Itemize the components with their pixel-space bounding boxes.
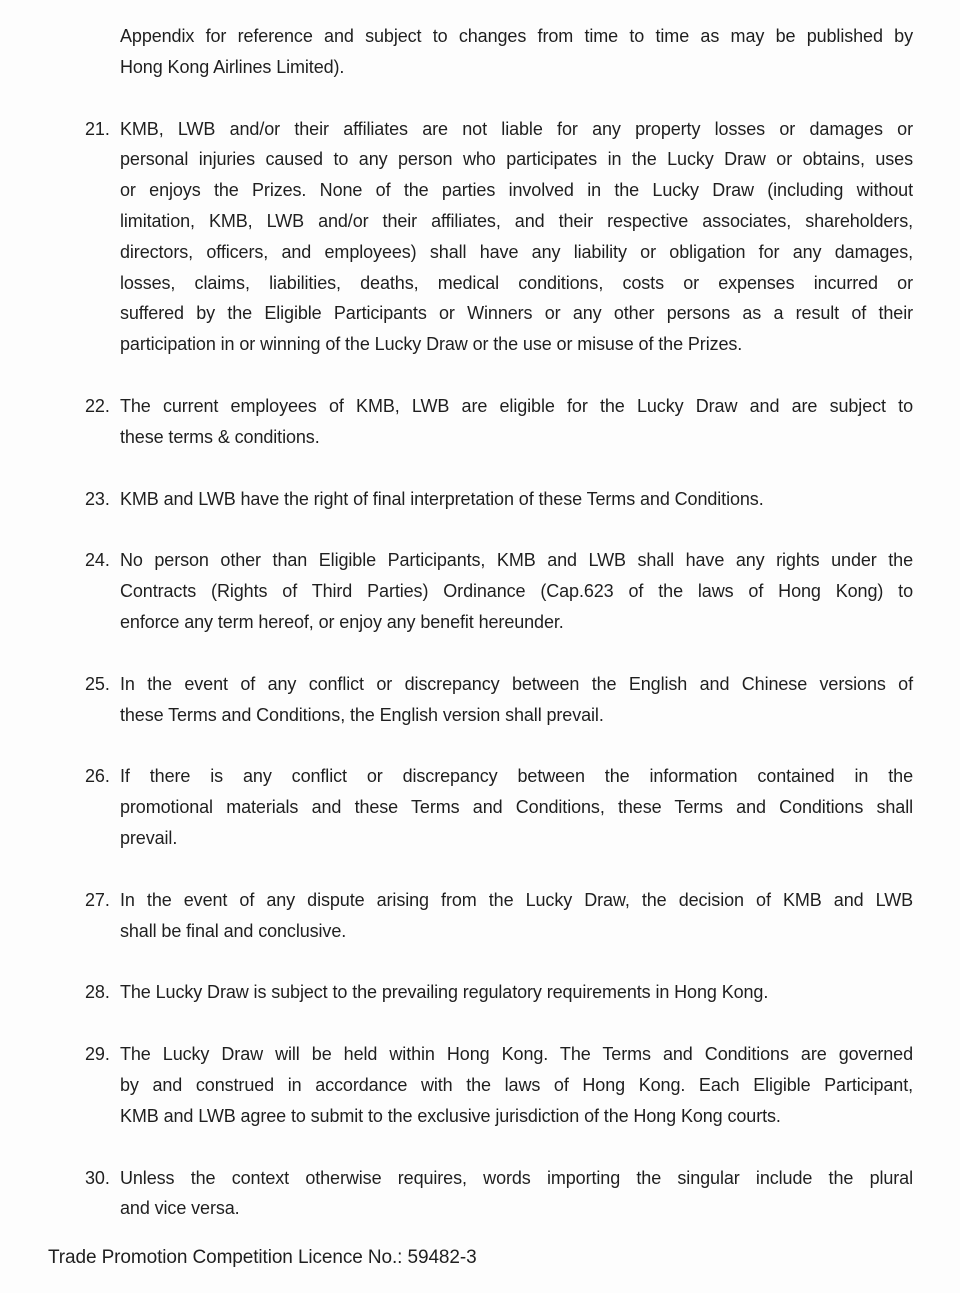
item-body	[120, 885, 913, 947]
item-number: 27.	[85, 889, 110, 910]
paragraph-line: No person other than Eligible Participants, KMB and LWB shall have any rights under the	[120, 550, 913, 571]
paragraph-line: The Lucky Draw will be held within Hong Kong. The Terms and Conditions are governed	[120, 1044, 913, 1065]
item-body	[120, 545, 913, 637]
paragraph-line: limitation, KMB, LWB and/or their affiliates, and their respective associates, shareholders,	[120, 210, 913, 231]
licence-footer: Trade Promotion Competition Licence No.: 59482-3	[48, 1247, 477, 1268]
paragraph-line: The current employees of KMB, LWB are eligible for the Lucky Draw and are subject to	[120, 395, 913, 416]
list-item-21	[0, 114, 960, 360]
list-item-24	[0, 545, 960, 637]
paragraph-line: participation in or winning of the Lucky Draw or the use or misuse of the Prizes.	[120, 334, 743, 355]
paragraph-line: If there is any conflict or discrepancy between the information contained in the	[120, 766, 913, 787]
item-body	[120, 761, 913, 853]
paragraph-line: by and construed in accordance with the laws of Hong Kong. Each Eligible Participant,	[120, 1074, 913, 1095]
item-number: 30.	[85, 1167, 110, 1188]
item-body	[120, 1039, 913, 1131]
list-item-26	[0, 761, 960, 853]
paragraph-line: or enjoys the Prizes. None of the parties involved in the Lucky Draw (including without	[120, 180, 913, 201]
paragraph-line: KMB and LWB agree to submit to the exclusive jurisdiction of the Hong Kong courts.	[120, 1105, 781, 1126]
paragraph-line: these terms & conditions.	[120, 426, 320, 447]
item-body	[120, 484, 913, 515]
list-item-22	[0, 391, 960, 453]
paragraph-line: losses, claims, liabilities, deaths, medical conditions, costs or expenses incurred or	[120, 272, 913, 293]
list-item-30	[0, 1163, 960, 1225]
item-number: 21.	[85, 118, 110, 139]
intro-paragraph	[120, 21, 913, 83]
paragraph-line: Appendix for reference and subject to changes from time to time as may be published by	[120, 26, 913, 46]
paragraph-line: promotional materials and these Terms and Conditions, these Terms and Conditions shall	[120, 797, 913, 818]
paragraph-line: KMB, LWB and/or their affiliates are not liable for any property losses or damages or	[120, 118, 913, 139]
item-number: 25.	[85, 673, 110, 694]
paragraph-line: prevail.	[120, 827, 178, 848]
paragraph-line: Unless the context otherwise requires, words importing the singular include the plural	[120, 1167, 913, 1188]
item-number: 26.	[85, 766, 110, 787]
list-item-23	[0, 484, 960, 515]
item-number: 23.	[85, 488, 110, 509]
list-item-29	[0, 1039, 960, 1131]
item-body	[120, 1163, 913, 1225]
paragraph-line: Contracts (Rights of Third Parties) Ordinance (Cap.623 of the laws of Hong Kong) to	[120, 581, 913, 602]
item-body	[120, 977, 913, 1008]
paragraph-line: and vice versa.	[120, 1198, 240, 1219]
paragraph-line: In the event of any dispute arising from the Lucky Draw, the decision of KMB and LWB	[120, 889, 913, 910]
item-body	[120, 669, 913, 731]
paragraph-line: personal injuries caused to any person who participates in the Lucky Draw or obtains, uses	[120, 149, 913, 170]
item-body	[120, 114, 913, 360]
item-number: 24.	[85, 550, 110, 571]
paragraph-line: these Terms and Conditions, the English version shall prevail.	[120, 704, 604, 725]
paragraph-line: Hong Kong Airlines Limited).	[120, 56, 345, 77]
paragraph-line: directors, officers, and employees) shall have any liability or obligation for any damages,	[120, 241, 913, 262]
item-number: 22.	[85, 395, 110, 416]
item-number: 29.	[85, 1044, 110, 1065]
paragraph-line: suffered by the Eligible Participants or Winners or any other persons as a result of their	[120, 303, 913, 324]
list-item-28	[0, 977, 960, 1008]
paragraph-line: enforce any term hereof, or enjoy any benefit hereunder.	[120, 611, 564, 632]
paragraph-line: KMB and LWB have the right of final interpretation of these Terms and Conditions.	[120, 488, 764, 509]
list-item-27	[0, 885, 960, 947]
list-item-25	[0, 669, 960, 731]
paragraph-line: shall be final and conclusive.	[120, 920, 347, 941]
paragraph-line: The Lucky Draw is subject to the prevailing regulatory requirements in Hong Kong.	[120, 982, 769, 1003]
item-body	[120, 391, 913, 453]
paragraph-line: In the event of any conflict or discrepancy between the English and Chinese versions of	[120, 673, 913, 694]
item-number: 28.	[85, 982, 110, 1003]
